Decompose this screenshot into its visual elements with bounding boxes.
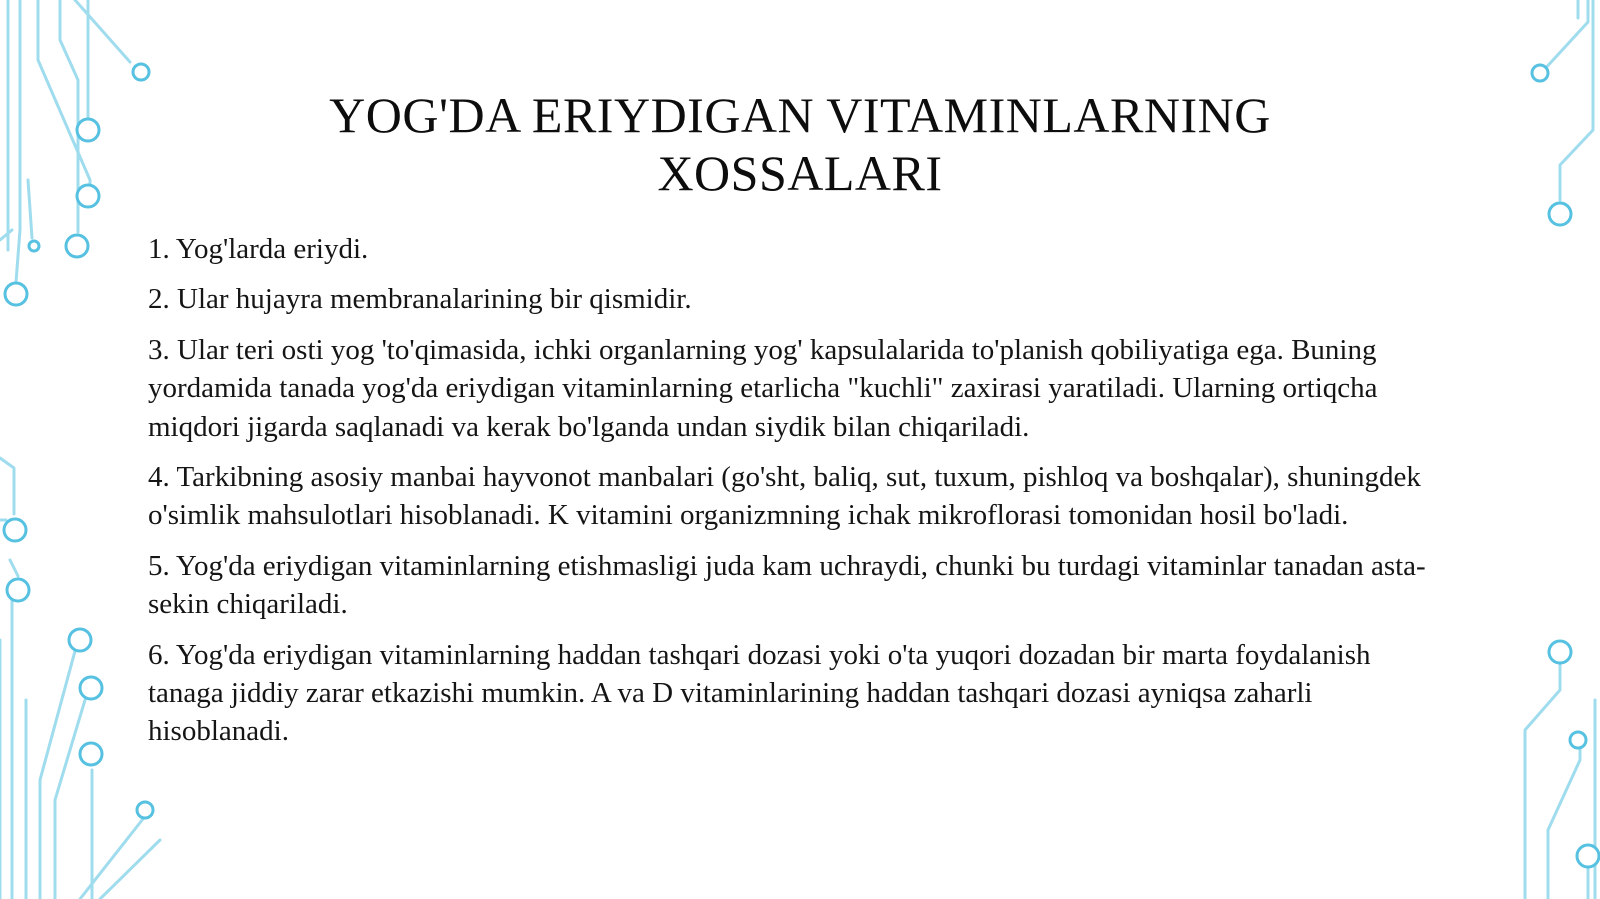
list-item: 1. Yog'larda eriydi.	[148, 233, 369, 265]
slide-title-line-2: XOSSALARI	[657, 145, 943, 201]
list-item: 4. Tarkibning asosiy manbai hayvonot manbalari (go'sht, baliq, sut, tuxum, pishloq va boshqalar), shuningdek o'simlik mahsulotlari hisoblanadi. K vitamini organizmning ichak mikroflorasi tomonidan hosil bo'ladi.	[148, 461, 1421, 532]
slide-title-line-1: YOG'DA ERIYDIGAN VITAMINLARNING	[329, 87, 1271, 143]
slide-title	[220, 86, 1380, 202]
slide-body	[148, 230, 1448, 763]
list-item: 2. Ular hujayra membranalarining bir qismidir.	[148, 283, 692, 316]
circuit-decoration-right-icon	[1470, 0, 1600, 899]
list-item: 3. Ular teri osti yog 'to'qimasida, ichki organlarning yog' kapsulalarida to'planish qobiliyatiga ega. Buning yordamida tanada yog'da eriydigan vitaminlarning etarlicha "kuchli" zaxirasi yaratiladi. Ularning ortiqcha miqdori jigarda saqlanadi va kerak bo'lganda undan siydik bilan chiqariladi.	[148, 333, 1378, 443]
list-item: 5. Yog'da eriydigan vitaminlarning etishmasligi juda kam uchraydi, chunki bu turdagi vitaminlar tanadan asta-sekin chiqariladi.	[148, 549, 1426, 621]
list-item: 6. Yog'da eriydigan vitaminlarning haddan tashqari dozasi yoki o'ta yuqori dozadan bir marta foydalanish tanaga jiddiy zarar etkazishi mumkin. A va D vitaminlarining haddan tashqari dozasi ayniqsa zaharli hisoblanadi.	[148, 638, 1371, 748]
circuit-decoration-left-icon	[0, 0, 170, 899]
